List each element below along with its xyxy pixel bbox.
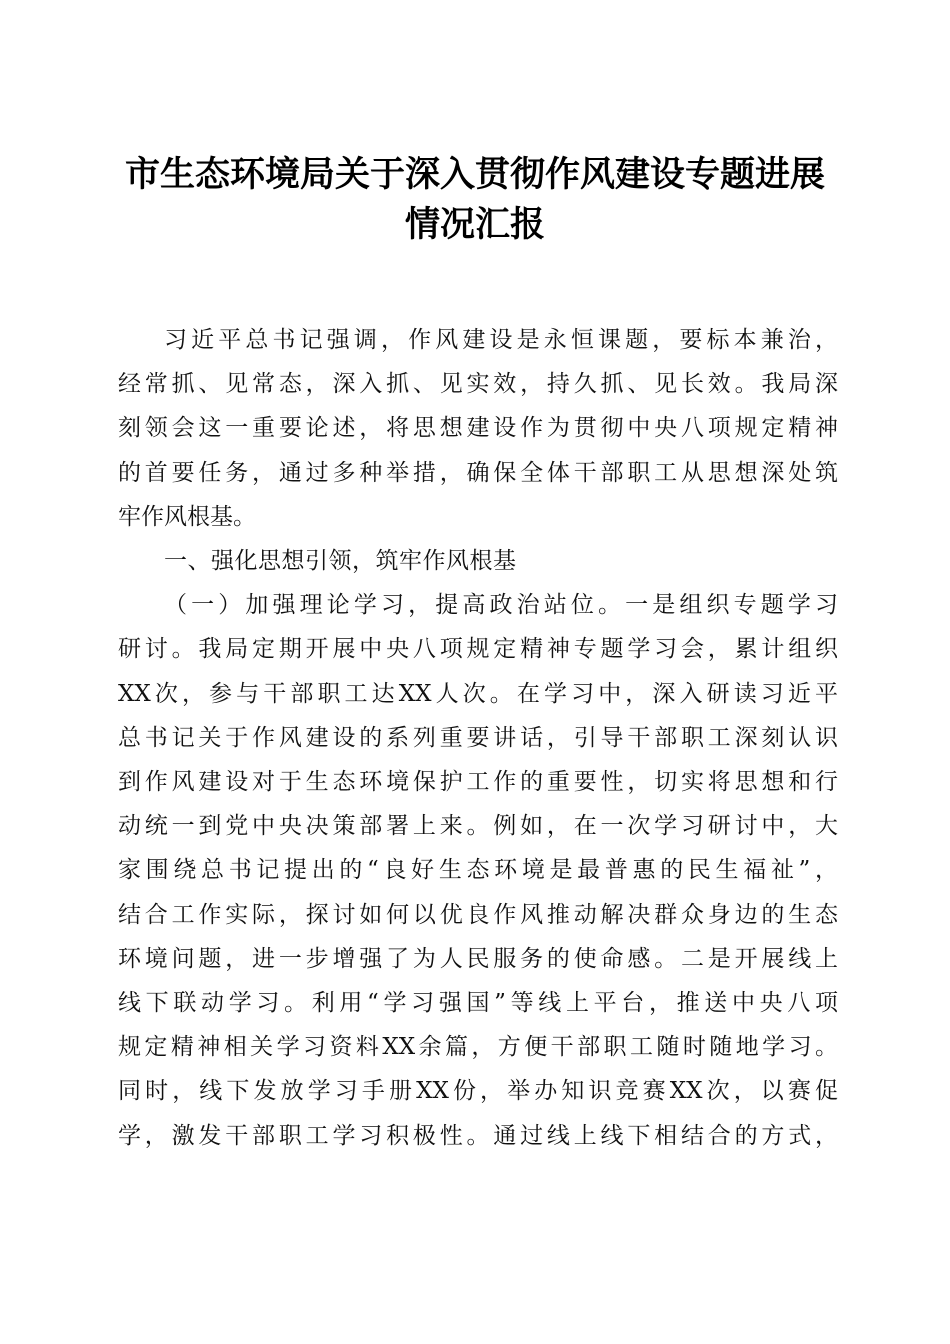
paragraph-line: 动统一到党中央决策部署上来。例如，在一次学习研讨中，大 bbox=[118, 813, 838, 840]
document-title bbox=[100, 150, 850, 250]
paragraph-line: XX次，参与干部职工达XX人次。在学习中，深入研读习近平 bbox=[118, 680, 838, 707]
document-body bbox=[118, 318, 838, 1158]
paragraph-line: 经常抓、见常态，深入抓、见实效，持久抓、见长效。我局深 bbox=[118, 371, 838, 398]
paragraph-line: 到作风建设对于生态环境保护工作的重要性，切实将思想和行 bbox=[118, 769, 838, 796]
paragraph-line: 研讨。我局定期开展中央八项规定精神专题学习会，累计组织 bbox=[118, 636, 838, 663]
paragraph-line: 牢作风根基。 bbox=[118, 503, 256, 530]
paragraph-line: 刻领会这一重要论述，将思想建设作为贯彻中央八项规定精神 bbox=[118, 415, 838, 442]
intro-paragraph bbox=[118, 318, 838, 539]
paragraph-line: 环境问题，进一步增强了为人民服务的使命感。二是开展线上 bbox=[118, 945, 838, 972]
paragraph-line: 结合工作实际，探讨如何以优良作风推动解决群众身边的生态 bbox=[118, 901, 838, 928]
paragraph-line: （一）加强理论学习，提高政治站位。一是组织专题学习 bbox=[164, 592, 838, 619]
paragraph-line: 线下联动学习。利用“学习强国”等线上平台，推送中央八项 bbox=[118, 990, 838, 1017]
section-paragraph bbox=[118, 583, 838, 1158]
paragraph-line: 的首要任务，通过多种举措，确保全体干部职工从思想深处筑 bbox=[118, 459, 838, 486]
paragraph-line: 家围绕总书记提出的“良好生态环境是最普惠的民生福祉”， bbox=[118, 857, 838, 884]
title-line-1: 市生态环境局关于深入贯彻作风建设专题进展 bbox=[124, 154, 825, 195]
title-line-2: 情况汇报 bbox=[404, 204, 545, 245]
section-heading: 一、强化思想引领，筑牢作风根基 bbox=[164, 548, 517, 575]
paragraph-line: 总书记关于作风建设的系列重要讲话，引导干部职工深刻认识 bbox=[118, 724, 838, 751]
paragraph-line: 习近平总书记强调，作风建设是永恒课题，要标本兼治， bbox=[164, 327, 838, 353]
paragraph-line: 学，激发干部职工学习积极性。通过线上线下相结合的方式， bbox=[118, 1122, 838, 1149]
paragraph-line: 同时，线下发放学习手册XX份，举办知识竞赛XX次，以赛促 bbox=[118, 1078, 838, 1105]
paragraph-line: 规定精神相关学习资料XX余篇，方便干部职工随时随地学习。 bbox=[118, 1034, 838, 1061]
